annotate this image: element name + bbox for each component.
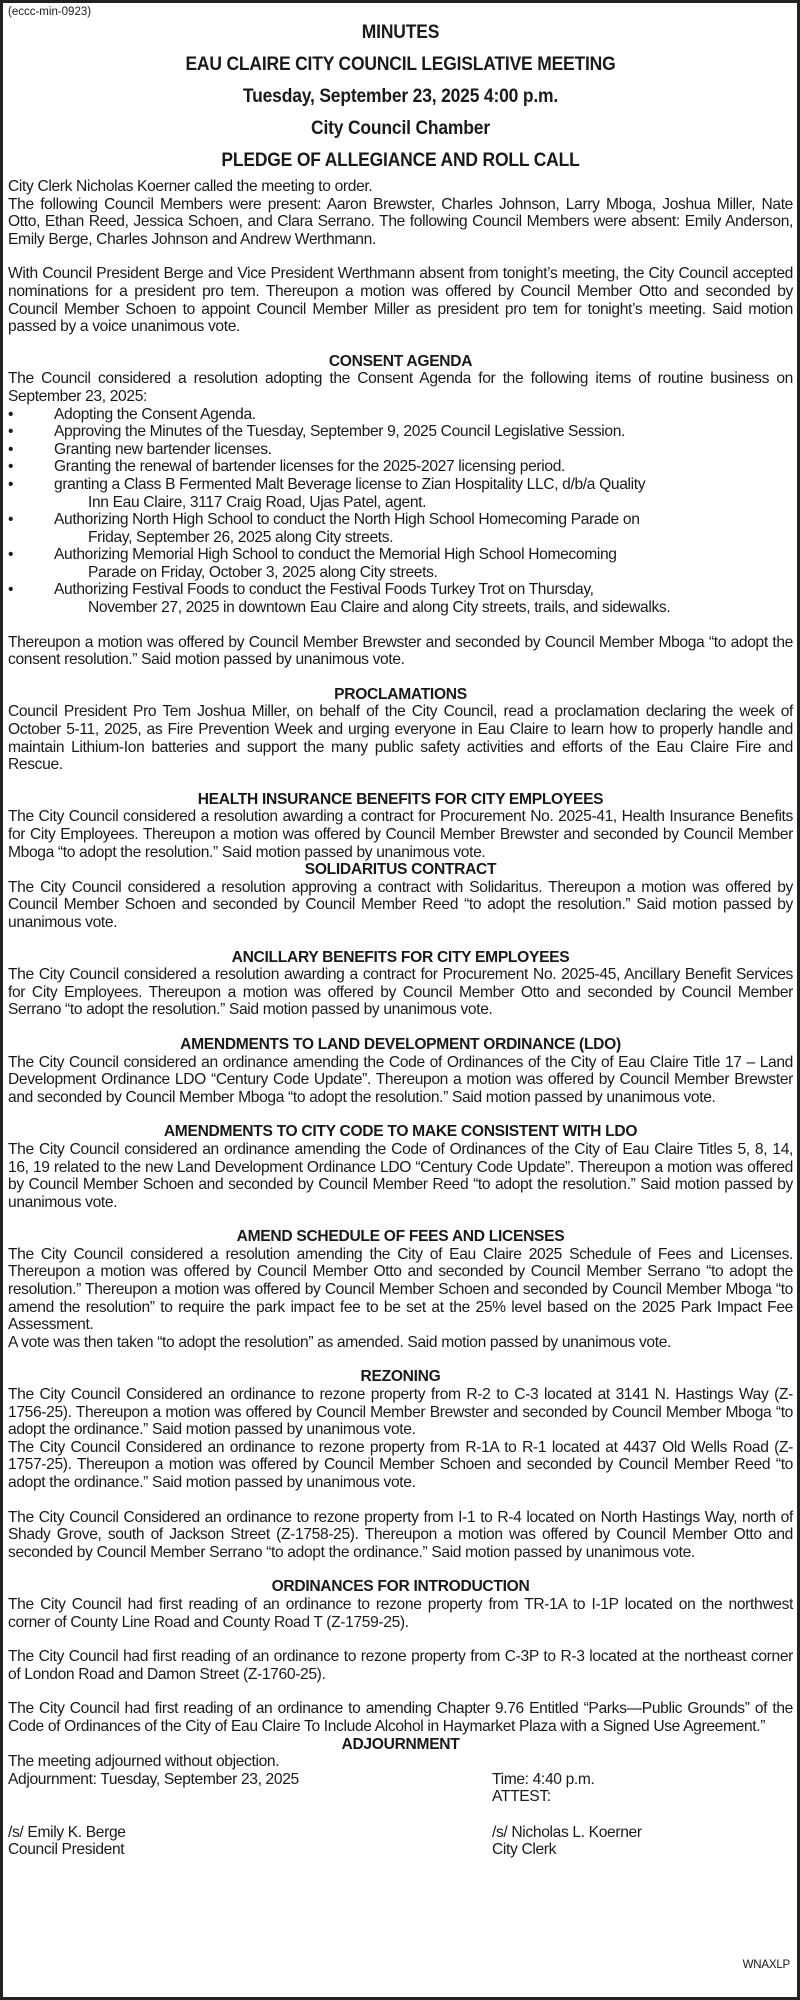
rezoning-item: The City Council Considered an ordinance to rezone property from R-2 to C-3 located at 3141 N. Hastings Way (Z-1756-25). Thereupon a motion was offered by Council Member Brewster and seconded by Council Member Mboga “to adopt the ordinance.” Said motion passed by unanimous vote. bbox=[8, 1386, 793, 1439]
attendance: The following Council Members were present: Aaron Brewster, Charles Johnson, Larry Mboga, Joshua Miller, Nate Otto, Ethan Reed, Jessica Schoen, and Clara Serrano. The following Council Members were absent: Emily Anderson, Emily Berge, Charles Johnson and Andrew Werthmann. bbox=[8, 195, 793, 248]
section-title: SOLIDARITUS CONTRACT bbox=[304, 861, 497, 879]
health-insurance-section bbox=[8, 791, 793, 861]
section-title: AMEND SCHEDULE OF FEES AND LICENSES bbox=[236, 1228, 565, 1246]
president-signature: /s/ Emily K. Berge bbox=[8, 1823, 126, 1841]
section-title: ADJOURNMENT bbox=[341, 1735, 460, 1753]
president-role: Council President bbox=[8, 1841, 125, 1859]
introduction-item: The City Council had first reading of an ordinance to amending Chapter 9.76 Entitled “Parks—Public Grounds” of the Code of Ordinances of the City of Eau Claire To Include Alcohol in Haymarket Plaza with a Signed Use Agreement.” bbox=[8, 1700, 793, 1735]
bullet-icon: • bbox=[8, 405, 14, 423]
list-item: • Adopting the Consent Agenda. bbox=[8, 405, 256, 423]
rezoning-item: The City Council Considered an ordinance to rezone property from I-1 to R-4 located on North Hastings Way, north of Shady Grove, south of Jackson Street (Z-1758-25). Thereupon a motion was offered by Council Member Otto and seconded by Council Member Serrano “to adopt the ordinance.” Said motion passed by unanimous vote. bbox=[8, 1508, 793, 1561]
roll-call-section bbox=[8, 178, 793, 336]
section-title: AMENDMENTS TO LAND DEVELOPMENT ORDINANCE (LDO) bbox=[180, 1035, 621, 1053]
adjournment-section bbox=[8, 1736, 793, 1859]
section-body: The City Council considered a resolution awarding a contract for Procurement No. 2025-45, Ancillary Benefit Services for City Employees. Thereupon a motion was offered by Council Member Otto and seconded by Council Member Serrano “to adopt the resolution.” Said motion passed by unanimous vote. bbox=[8, 966, 793, 1019]
consent-motion: Thereupon a motion was offered by Council Member Brewster and seconded by Council Member Mboga “to adopt the consent resolution.” Said motion passed by unanimous vote. bbox=[8, 633, 793, 669]
ordinances-introduction-section bbox=[8, 1578, 793, 1735]
list-item: • Authorizing Festival Foods to conduct the Festival Foods Turkey Trot on Thursday, November 27, 2025 in downtown Eau Claire and along City streets, trails, and sidewalks. bbox=[8, 581, 671, 617]
section-title: ORDINANCES FOR INTRODUCTION bbox=[271, 1578, 530, 1596]
bullet-icon: • bbox=[8, 440, 14, 458]
section-body: The City Council considered an ordinance amending the Code of Ordinances of the City of Eau Claire Title 17 – Land Development Ordinance LDO “Century Code Update”. Thereupon a motion was offered by Council Member Brewster and seconded by Council Member Mboga “to adopt the resolution.” Said motion passed by unanimous vote. bbox=[8, 1053, 793, 1106]
bullet-icon: • bbox=[8, 475, 14, 493]
city-code-amendments-section bbox=[8, 1123, 793, 1211]
adjournment-date: Adjournment: Tuesday, September 23, 2025 bbox=[8, 1770, 299, 1788]
adjournment-time: Time: 4:40 p.m. bbox=[492, 1770, 595, 1788]
solidaritus-section bbox=[8, 861, 793, 931]
consent-intro: The Council considered a resolution adopting the Consent Agenda for the following items of routine business on September 23, 2025: bbox=[8, 370, 793, 405]
list-item: • Approving the Minutes of the Tuesday, September 9, 2025 Council Legislative Session. bbox=[8, 423, 626, 441]
header-roll-call: PLEDGE OF ALLEGIANCE AND ROLL CALL bbox=[221, 150, 580, 171]
bullet-icon: • bbox=[8, 546, 14, 564]
section-body: Council President Pro Tem Joshua Miller, on behalf of the City Council, read a proclamation declaring the week of October 5-11, 2025, as Fire Prevention Week and urging everyone in Eau Claire to learn how to properly handle and maintain Lithium-Ion batteries and support the many public safety activities and efforts of the Eau Claire Fire and Rescue. bbox=[8, 703, 793, 774]
bullet-icon: • bbox=[8, 511, 14, 529]
header-date-time: Tuesday, September 23, 2025 4:00 p.m. bbox=[242, 86, 559, 107]
section-title: REZONING bbox=[360, 1368, 441, 1386]
publication-code: WNAXLP bbox=[742, 1959, 790, 1971]
consent-agenda-section bbox=[8, 353, 793, 669]
header-minutes: MINUTES bbox=[361, 22, 440, 43]
list-item: • Granting new bartender licenses. bbox=[8, 440, 272, 458]
list-item: • Granting the renewal of bartender licenses for the 2025-2027 licensing period. bbox=[8, 458, 566, 476]
president-pro-tem: With Council President Berge and Vice President Werthmann absent from tonight’s meeting, the City Council accepted nominations for a president pro tem. Thereupon a motion was offered by Council Member Otto and seconded by Council Member Schoen to appoint Council Member Miller as president pro tem for tonight’s meeting. Said motion passed by a voice unanimous vote. bbox=[8, 265, 793, 336]
attest-label: ATTEST: bbox=[492, 1788, 551, 1806]
clerk-signature: /s/ Nicholas L. Koerner bbox=[492, 1823, 642, 1841]
section-body: The City Council considered a resolution awarding a contract for Procurement No. 2025-41, Health Insurance Benefits for City Employees. Thereupon a motion was offered by Council Member Brewster and seconded by Council Member Mboga “to adopt the resolution.” Said motion passed by unanimous vote. bbox=[8, 808, 793, 861]
fees-licenses-section bbox=[8, 1228, 793, 1351]
adjournment-text: The meeting adjourned without objection. bbox=[8, 1753, 280, 1771]
section-title: PROCLAMATIONS bbox=[334, 685, 467, 703]
section-title: CONSENT AGENDA bbox=[328, 352, 473, 370]
header-meeting-name: EAU CLAIRE CITY COUNCIL LEGISLATIVE MEETING bbox=[185, 54, 616, 75]
header-location: City Council Chamber bbox=[311, 118, 490, 139]
list-item: • Authorizing Memorial High School to conduct the Memorial High School Homecoming Parade on Friday, October 3, 2025 along City streets. bbox=[8, 546, 617, 581]
consent-items bbox=[8, 406, 793, 617]
section-title: ANCILLARY BENEFITS FOR CITY EMPLOYEES bbox=[231, 948, 570, 966]
call-to-order: City Clerk Nicholas Koerner called the meeting to order. bbox=[8, 178, 373, 195]
section-title: HEALTH INSURANCE BENEFITS FOR CITY EMPLOYEES bbox=[197, 790, 604, 808]
bullet-icon: • bbox=[8, 458, 14, 476]
section-body: The City Council considered a resolution approving a contract with Solidaritus. Thereupon a motion was offered by Council Member Schoen and seconded by Council Member Reed “to adopt the resolution.” Said motion passed by unanimous vote. bbox=[8, 878, 793, 931]
introduction-item: The City Council had first reading of an ordinance to rezone property from C-3P to R-3 located at the northeast corner of London Road and Damon Street (Z-1760-25). bbox=[8, 1648, 793, 1683]
clerk-role: City Clerk bbox=[492, 1841, 557, 1859]
section-body: The City Council considered an ordinance amending the Code of Ordinances of the City of Eau Claire Titles 5, 8, 14, 16, 19 related to the new Land Development Ordinance LDO “Century Code Update”. Thereupon a motion was offered by Council Member Schoen and seconded by Council Member Reed “to adopt the resolution.” Said motion passed by unanimous vote. bbox=[8, 1140, 793, 1211]
rezoning-section bbox=[8, 1368, 793, 1561]
rezoning-item: The City Council Considered an ordinance to rezone property from R-1A to R-1 located at 4437 Old Wells Road (Z-1757-25). Thereupon a motion was offered by Council Member Schoen and seconded by Council Member Reed “to adopt the ordinance.” Said motion passed by unanimous vote. bbox=[8, 1438, 793, 1491]
proclamations-section bbox=[8, 686, 793, 774]
list-item: • Authorizing North High School to conduct the North High School Homecoming Parade on Friday, September 26, 2025 along City streets. bbox=[8, 511, 640, 546]
section-title: AMENDMENTS TO CITY CODE TO MAKE CONSISTENT WITH LDO bbox=[163, 1123, 638, 1141]
fees-vote: A vote was then taken “to adopt the resolution” as amended. Said motion passed by unanimous vote. bbox=[8, 1333, 672, 1351]
bullet-icon: • bbox=[8, 581, 14, 599]
ancillary-benefits-section bbox=[8, 949, 793, 1019]
bullet-icon: • bbox=[8, 423, 14, 441]
signature-block bbox=[8, 1771, 793, 1859]
section-body: The City Council considered a resolution amending the City of Eau Claire 2025 Schedule of Fees and Licenses. Thereupon a motion was offered by Council Member Otto and seconded by Council Member Serrano “to adopt the resolution.” Thereupon a motion was offered by Council Member Schoen and seconded by Council Member Mboga “to amend the resolution” to require the park impact fee to be set at the 25% level based on the 2025 Park Impact Fee Assessment. bbox=[8, 1245, 793, 1334]
ldo-amendments-section bbox=[8, 1036, 793, 1106]
list-item: • granting a Class B Fermented Malt Beverage license to Zian Hospitality LLC, d/b/a Quality Inn Eau Claire, 3117 Craig Road, Ujas Patel, agent. bbox=[8, 475, 646, 511]
document-id: (eccc-min-0923) bbox=[8, 6, 92, 18]
introduction-item: The City Council had first reading of an ordinance to rezone property from TR-1A to I-1P located on the northwest corner of County Line Road and County Road T (Z-1759-25). bbox=[8, 1595, 793, 1631]
